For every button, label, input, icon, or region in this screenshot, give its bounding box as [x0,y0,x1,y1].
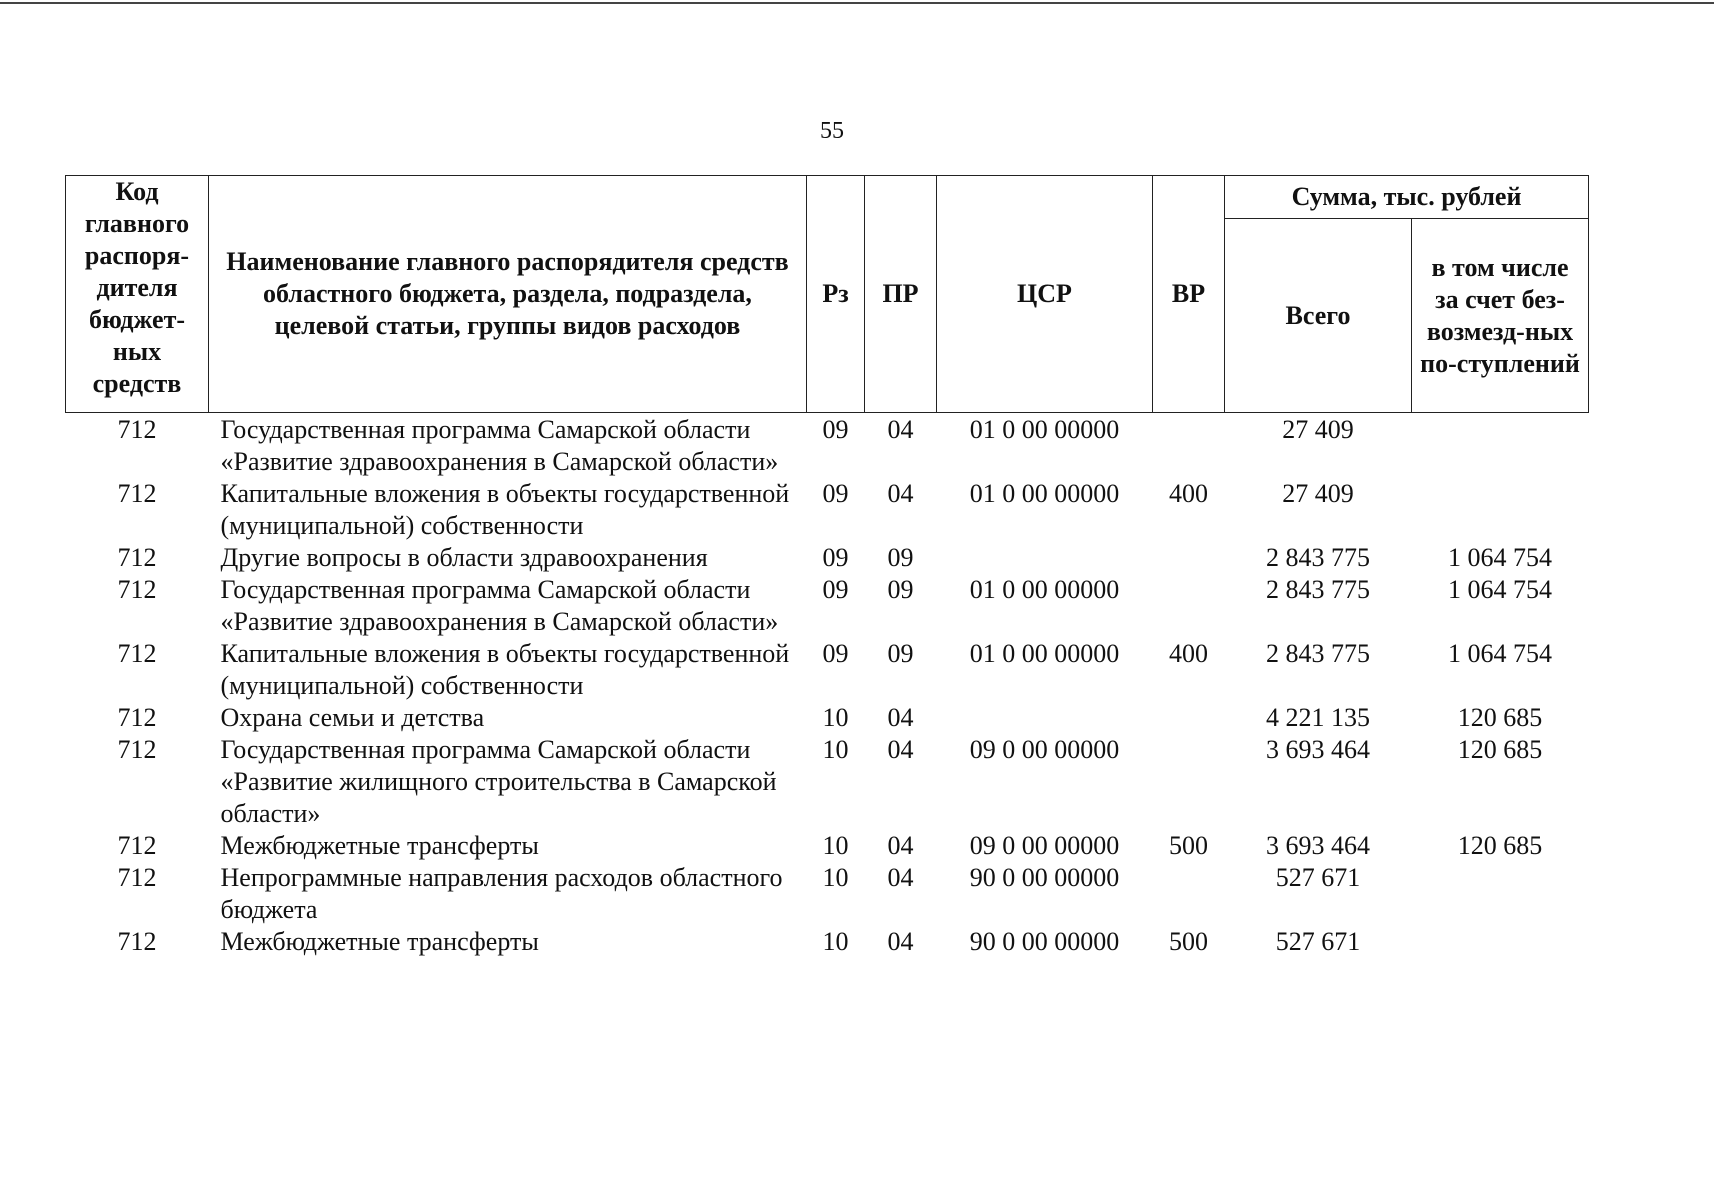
top-scan-rule [0,2,1714,4]
row-total: 527 671 [1275,863,1361,892]
row-name: Межбюджетные трансферты [220,927,539,956]
row-rz: 09 [822,479,849,508]
row-vr: 500 [1169,831,1208,860]
row-total: 3 693 464 [1266,735,1370,764]
row-vr [1153,734,1225,830]
row-total: 3 693 464 [1266,831,1370,860]
row-csr: 09 0 00 00000 [969,735,1120,764]
row-code: 712 [117,863,157,892]
row-vr: 400 [1169,479,1208,508]
row-free: 1 064 754 [1448,575,1552,604]
header-vr: ВР [1153,176,1225,413]
table-row [66,702,1589,734]
row-pr: 04 [887,735,914,764]
row-total: 27 409 [1282,479,1354,508]
table-row [66,413,1589,479]
row-name: Непрограммные направления расходов областного бюджета [220,863,783,924]
row-csr [937,542,1153,574]
row-free: 1 064 754 [1448,543,1552,572]
row-pr: 04 [887,831,914,860]
row-csr: 09 0 00 00000 [969,831,1120,860]
row-vr: 400 [1169,639,1208,668]
row-rz: 10 [822,703,849,732]
row-vr [1153,542,1225,574]
row-csr: 01 0 00 00000 [969,639,1120,668]
row-total: 4 221 135 [1266,703,1370,732]
row-rz: 10 [822,863,849,892]
row-pr: 04 [887,927,914,956]
row-pr: 04 [887,863,914,892]
row-free [1412,413,1589,479]
row-free [1412,926,1589,958]
header-total: Всего [1225,219,1412,413]
budget-table [65,175,1589,958]
row-pr: 04 [887,703,914,732]
header-sum: Сумма, тыс. рублей [1225,176,1589,219]
row-name: Капитальные вложения в объекты государственной (муниципальной) собственности [220,639,790,700]
row-code: 712 [117,703,157,732]
row-rz: 09 [822,575,849,604]
header-pr: ПР [865,176,937,413]
header-rz: Рз [807,176,865,413]
row-free [1412,478,1589,542]
row-pr: 04 [887,479,914,508]
row-free: 1 064 754 [1448,639,1552,668]
row-pr: 09 [887,543,914,572]
row-pr: 04 [887,415,914,444]
table-row [66,862,1589,926]
row-csr: 90 0 00 00000 [969,927,1120,956]
header-code: Код главного распоря-дителя бюджет-ных средств [66,176,209,413]
row-free: 120 685 [1457,735,1543,764]
row-code: 712 [117,639,157,668]
header-free: в том числе за счет без-возмезд-ных по-ступлений [1412,219,1589,413]
table-row [66,830,1589,862]
table-row [66,638,1589,702]
row-vr [1153,702,1225,734]
row-rz: 09 [822,415,849,444]
row-rz: 10 [822,927,849,956]
row-vr [1153,574,1225,638]
row-rz: 09 [822,543,849,572]
row-csr [937,702,1153,734]
row-code: 712 [117,927,157,956]
row-name: Капитальные вложения в объекты государственной (муниципальной) собственности [220,479,790,540]
header-name: Наименование главного распорядителя средств областного бюджета, раздела, подраздела, целевой статьи, группы видов расходов [209,176,807,413]
table-row [66,478,1589,542]
row-name: Государственная программа Самарской области «Развитие жилищного строительства в Самарской области» [220,735,777,828]
row-csr: 01 0 00 00000 [969,575,1120,604]
table-row [66,542,1589,574]
table-row [66,926,1589,958]
row-code: 712 [117,479,157,508]
row-rz: 09 [822,639,849,668]
row-free [1412,862,1589,926]
row-total: 2 843 775 [1266,639,1370,668]
row-csr: 01 0 00 00000 [969,479,1120,508]
row-name: Другие вопросы в области здравоохранения [220,543,708,572]
row-vr [1153,413,1225,479]
row-name: Охрана семьи и детства [220,703,485,732]
row-code: 712 [117,543,157,572]
row-pr: 09 [887,639,914,668]
row-total: 2 843 775 [1266,575,1370,604]
header-csr: ЦСР [937,176,1153,413]
row-code: 712 [117,735,157,764]
row-name: Межбюджетные трансферты [220,831,539,860]
row-code: 712 [117,415,157,444]
row-pr: 09 [887,575,914,604]
page-number: 55 [820,118,844,144]
row-rz: 10 [822,831,849,860]
row-name: Государственная программа Самарской области «Развитие здравоохранения в Самарской области» [220,415,779,476]
row-total: 2 843 775 [1266,543,1370,572]
row-total: 527 671 [1275,927,1361,956]
row-rz: 10 [822,735,849,764]
row-code: 712 [117,831,157,860]
row-csr: 01 0 00 00000 [969,415,1120,444]
table-header [66,176,1589,413]
row-name: Государственная программа Самарской области «Развитие здравоохранения в Самарской области» [220,575,779,636]
row-free: 120 685 [1457,831,1543,860]
row-vr [1153,862,1225,926]
table-body [66,413,1589,959]
row-code: 712 [117,575,157,604]
table-row [66,734,1589,830]
row-vr: 500 [1169,927,1208,956]
row-free: 120 685 [1457,703,1543,732]
table-row [66,574,1589,638]
row-total: 27 409 [1282,415,1354,444]
row-csr: 90 0 00 00000 [969,863,1120,892]
